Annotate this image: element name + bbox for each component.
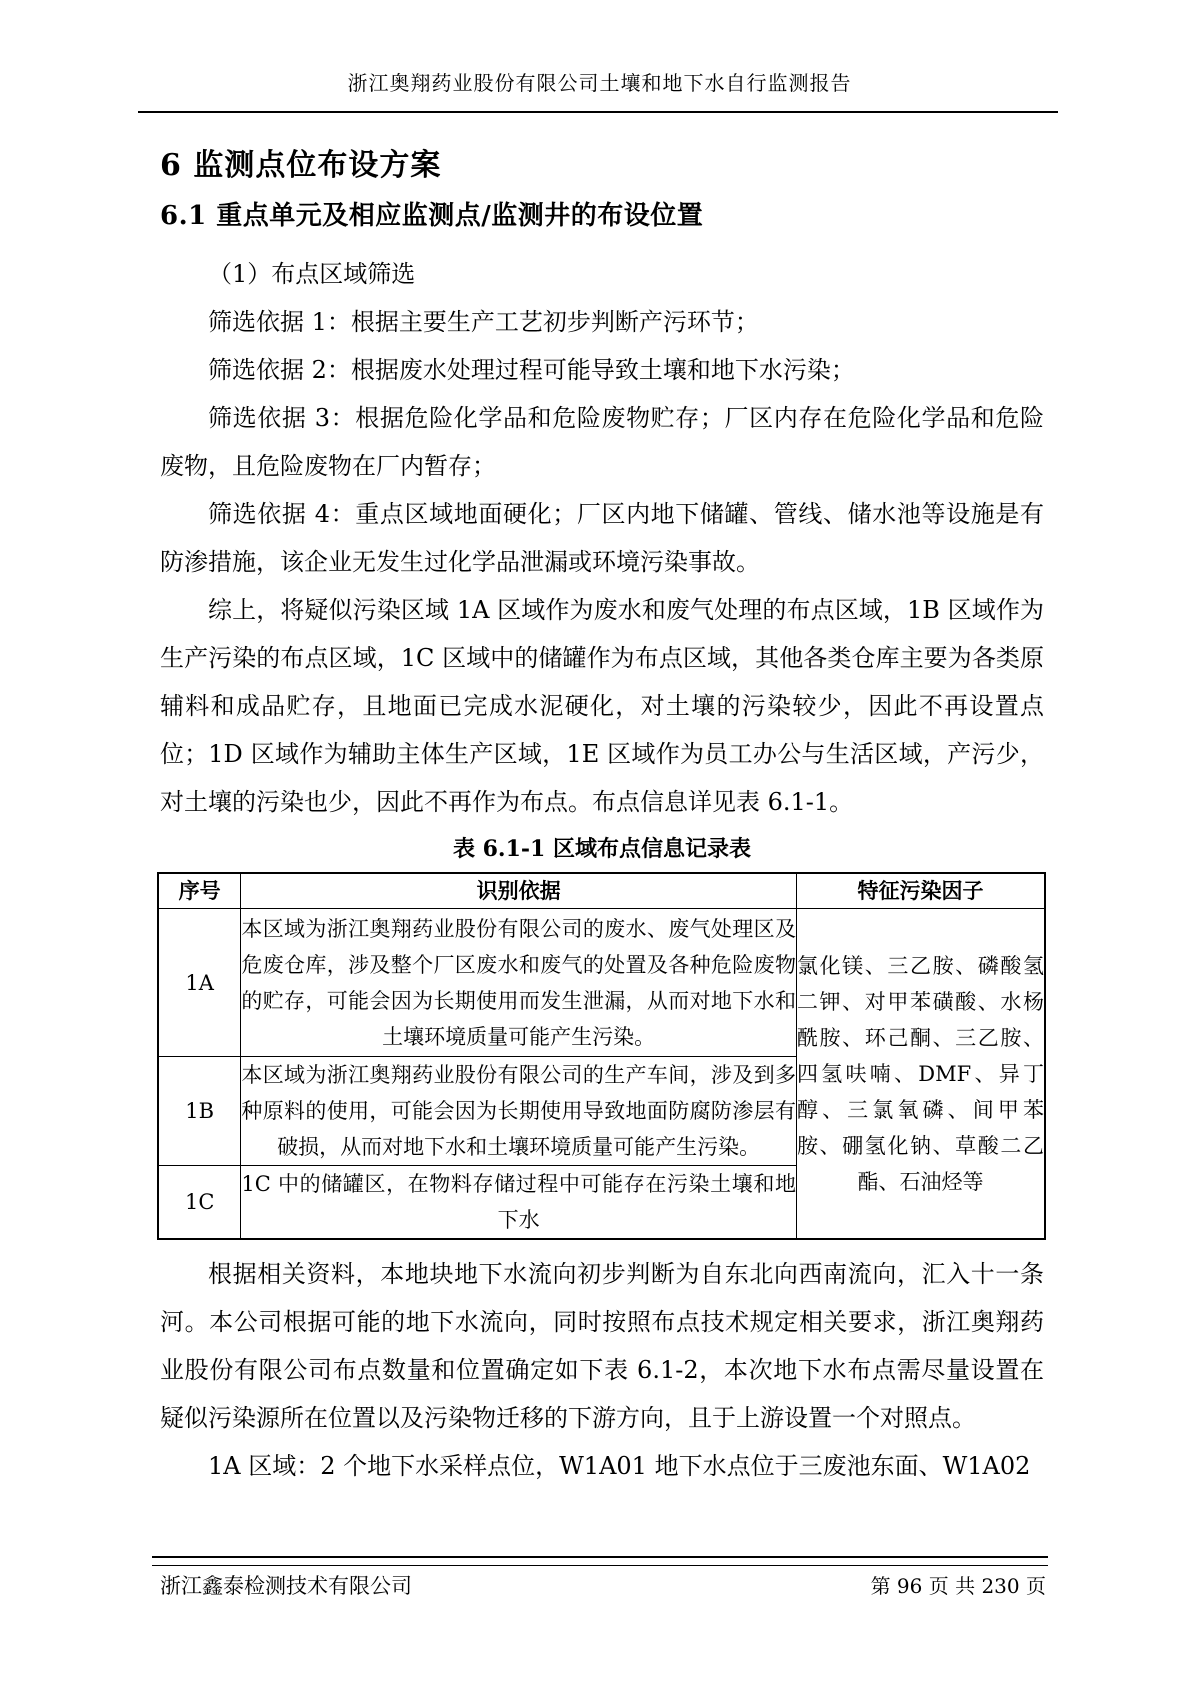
paragraph-summary: 综上，将疑似污染区域 1A 区域作为废水和废气处理的布点区域，1B 区域作为生产污染的布点区域，1C 区域中的储罐作为布点区域，其他各类仓库主要为各类原辅料和成品贮存，且地面已完成水泥硬化，对土壤的污染较少，因此不再设置点位；1D 区域作为辅助主体生产区域，1E 区域作为员工办公与生活区域，产污少，对土壤的污染也少，因此不再作为布点。布点信息详见表 6.1-1。: [160, 596, 1044, 816]
paragraph-basis-4: 筛选依据 4：重点区域地面硬化；厂区内地下储罐、管线、储水池等设施是有防渗措施，该企业无发生过化学品泄漏或环境污染事故。: [160, 500, 1044, 576]
footer-company-name: 浙江鑫泰检测技术有限公司: [160, 1574, 412, 1598]
area-id-cell: 1B: [158, 1057, 241, 1166]
area-layout-info-table: [157, 872, 1046, 1240]
chapter-heading: 6 监测点位布设方案: [160, 148, 442, 183]
area-id-cell: 1C: [158, 1166, 241, 1240]
header-divider: [138, 111, 1058, 113]
table-caption: 表 6.1-1 区域布点信息记录表: [452, 836, 752, 862]
area-basis-cell: 本区域为浙江奥翔药业股份有限公司的生产车间，涉及到多种原料的使用，可能会因为长期使用导致地面防腐防渗层有破损，从而对地下水和土壤环境质量可能产生污染。: [241, 1057, 797, 1166]
paragraph-screening-intro: （1）布点区域筛选: [208, 260, 416, 288]
body-paragraphs-after-table: [160, 1250, 1044, 1490]
paragraph-basis-2: 筛选依据 2：根据废水处理过程可能导致土壤和地下水污染；: [208, 356, 855, 384]
paragraph-basis-1: 筛选依据 1：根据主要生产工艺初步判断产污环节；: [208, 308, 759, 336]
footer-divider-top: [152, 1556, 1048, 1558]
col-header-basis: 识别依据: [241, 873, 797, 909]
area-basis-cell: 本区域为浙江奥翔药业股份有限公司的废水、废气处理区及危废仓库，涉及整个厂区废水和废气的处置及各种危险废物的贮存，可能会因为长期使用而发生泄漏，从而对地下水和土壤环境质量可能产生污染。: [241, 909, 797, 1057]
paragraph-basis-3: 筛选依据 3：根据危险化学品和危险废物贮存；厂区内存在危险化学品和危险废物，且危险废物在厂内暂存；: [160, 404, 1044, 480]
page-content: [160, 140, 1044, 1490]
section-heading: 6.1 重点单元及相应监测点/监测井的布设位置: [160, 201, 704, 231]
col-header-serial: 序号: [158, 873, 241, 909]
area-basis-cell: 1C 中的储罐区，在物料存储过程中可能存在污染土壤和地下水: [241, 1166, 797, 1240]
paragraph-area-1a-points: 1A 区域：2 个地下水采样点位，W1A01 地下水点位于三废池东面、W1A02: [208, 1452, 1031, 1480]
footer-page-number: 第 96 页 共 230 页: [870, 1574, 1046, 1598]
body-paragraphs: [160, 250, 1044, 826]
paragraph-groundwater-flow: 根据相关资料，本地块地下水流向初步判断为自东北向西南流向，汇入十一条河。本公司根据可能的地下水流向，同时按照布点技术规定相关要求，浙江奥翔药业股份有限公司布点数量和位置确定如下表 6.1-2，本次地下水布点需尽量设置在疑似污染源所在位置以及污染物迁移的下游方向，且于上游设置一个对照点。: [160, 1260, 1044, 1432]
pollutants-cell: 氯化镁、三乙胺、磷酸氢二钾、对甲苯磺酸、水杨酰胺、环己酮、三乙胺、四氢呋喃、DMF、异丁醇、三氯氧磷、间甲苯胺、硼氢化钠、草酸二乙酯、石油烃等: [796, 909, 1045, 1240]
footer-divider-bottom: [152, 1565, 1048, 1566]
area-id-cell: 1A: [158, 909, 241, 1057]
table-row: [158, 909, 1045, 1057]
table-header-row: [158, 873, 1045, 909]
col-header-pollutants: 特征污染因子: [796, 873, 1045, 909]
running-header-title: 浙江奥翔药业股份有限公司土壤和地下水自行监测报告: [347, 71, 852, 95]
